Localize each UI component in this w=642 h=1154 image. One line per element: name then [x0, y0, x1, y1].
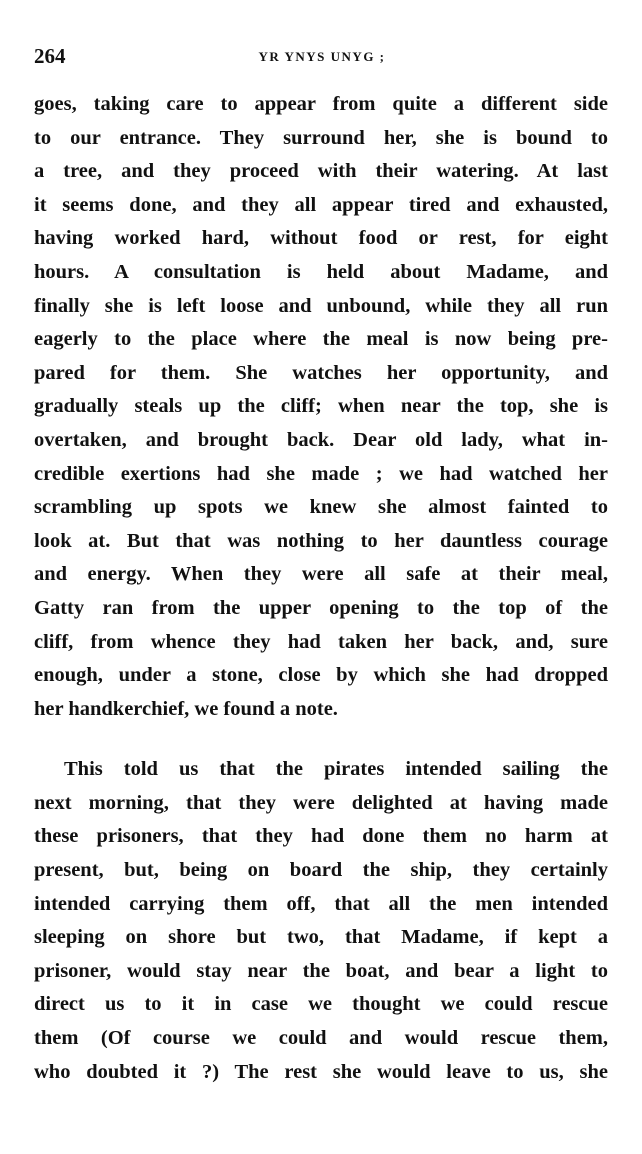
text-line: next morning, that they were delighted at having made	[34, 791, 608, 814]
text-line: a tree, and they proceed with their watering. At last	[34, 160, 608, 183]
text-line: her handkerchief, we found a note.	[34, 697, 338, 720]
text-line: cliff, from whence they had taken her back, and, sure	[34, 630, 608, 653]
text-line: overtaken, and brought back. Dear old lady, what in-	[34, 428, 608, 451]
text-line: This told us that the pirates intended sailing the	[64, 758, 608, 781]
text-line: enough, under a stone, close by which she had dropped	[34, 664, 608, 687]
text-line: them (Of course we could and would rescue them,	[34, 1027, 608, 1050]
text-line: scrambling up spots we knew she almost fainted to	[34, 496, 608, 519]
page-number: 264	[34, 44, 66, 68]
text-line: goes, taking care to appear from quite a different side	[34, 93, 608, 115]
text-line: sleeping on shore but two, that Madame, if kept a	[34, 926, 608, 949]
text-line: intended carrying them off, that all the men intended	[34, 892, 608, 915]
text-line: who doubted it ?) The rest she would leave to us, she	[34, 1060, 608, 1083]
paragraph-2	[34, 753, 608, 1089]
text-line: prisoner, would stay near the boat, and bear a light to	[34, 959, 608, 982]
body-text	[34, 88, 608, 1089]
text-line: look at. But that was nothing to her dauntless courage	[34, 529, 608, 552]
page-header	[34, 44, 610, 74]
text-line: pared for them. She watches her opportunity, and	[34, 361, 608, 384]
text-line: credible exertions had she made ; we had watched her	[34, 462, 608, 485]
text-line: gradually steals up the cliff; when near the top, she is	[34, 395, 608, 418]
text-line: eagerly to the place where the meal is now being pre-	[34, 328, 608, 351]
text-line: these prisoners, that they had done them no harm at	[34, 825, 608, 848]
text-line: and energy. When they were all safe at their meal,	[34, 563, 608, 586]
text-line: direct us to it in case we thought we could rescue	[34, 993, 608, 1016]
text-line: to our entrance. They surround her, she is bound to	[34, 126, 608, 149]
text-line: Gatty ran from the upper opening to the top of the	[34, 596, 608, 619]
paragraph-gap	[34, 726, 608, 753]
text-line: present, but, being on board the ship, they certainly	[34, 859, 608, 882]
running-head: YR YNYS UNYG ;	[258, 49, 386, 64]
paragraph-1	[34, 88, 608, 726]
text-line: having worked hard, without food or rest, for eight	[34, 227, 608, 250]
text-line: finally she is left loose and unbound, while they all run	[34, 294, 608, 317]
text-line: hours. A consultation is held about Madame, and	[34, 260, 608, 283]
text-line: it seems done, and they all appear tired and exhausted,	[34, 193, 608, 216]
